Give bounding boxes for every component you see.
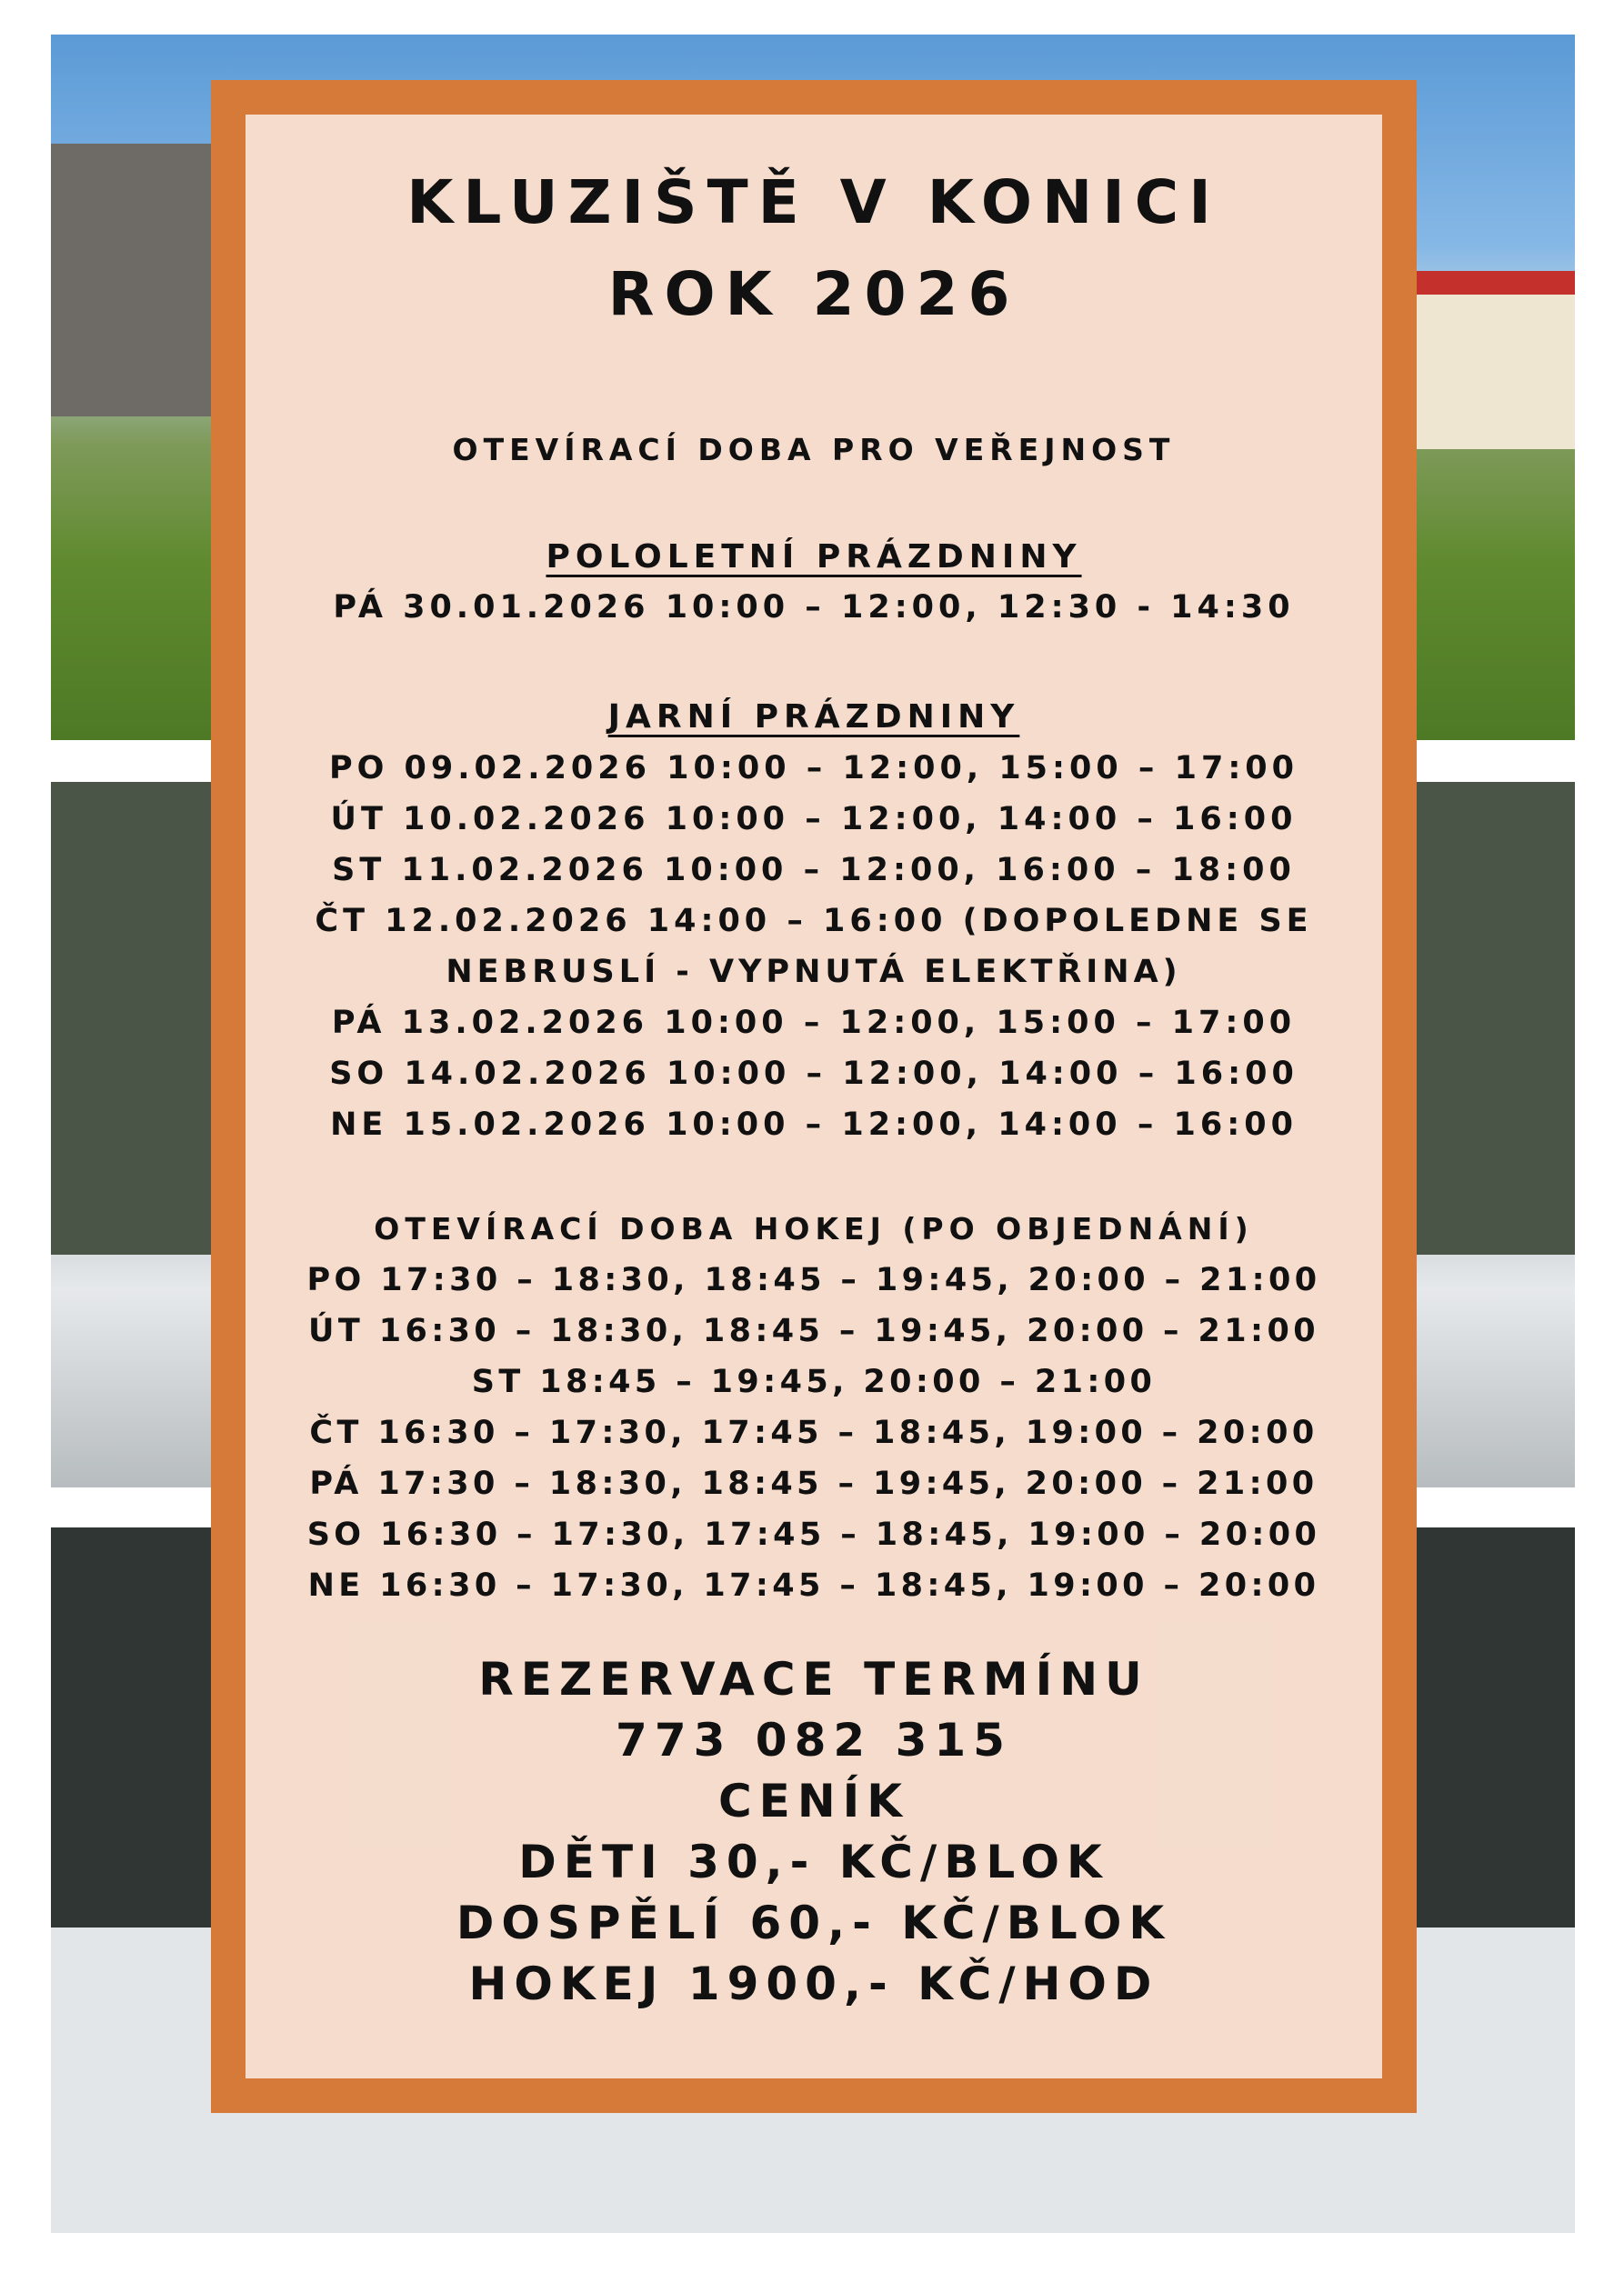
price-hockey: HOKEJ 1900,- KČ/HOD xyxy=(468,1958,1159,2010)
schedule-row: ST 11.02.2026 10:00 – 12:00, 16:00 – 18:00 xyxy=(332,852,1296,888)
price-adults: DOSPĚLÍ 60,- KČ/BLOK xyxy=(456,1897,1172,1949)
price-children: DĚTI 30,- KČ/BLOK xyxy=(518,1836,1109,1888)
page-subtitle-year: ROK 2026 xyxy=(607,259,1020,329)
schedule-row: PO 09.02.2026 10:00 – 12:00, 15:00 – 17:00 xyxy=(328,750,1299,786)
hockey-row: ČT 16:30 – 17:30, 17:45 – 18:45, 19:00 – 20:00 xyxy=(309,1415,1318,1451)
schedule-row: ČT 12.02.2026 14:00 – 16:00 (DOPOLEDNE SE xyxy=(315,903,1313,939)
reservation-phone: 773 082 315 xyxy=(616,1714,1012,1767)
schedule-row: NE 15.02.2026 10:00 – 12:00, 14:00 – 16:00 xyxy=(330,1106,1298,1143)
pricelist-heading: CENÍK xyxy=(717,1775,910,1827)
pololetni-heading: POLOLETNÍ PRÁZDNINY xyxy=(546,538,1082,576)
jarni-heading: JARNÍ PRÁZDNINY xyxy=(607,698,1020,736)
hockey-row: NE 16:30 – 17:30, 17:45 – 18:45, 19:00 – 20:00 xyxy=(307,1567,1320,1604)
hockey-row: PO 17:30 – 18:30, 18:45 – 19:45, 20:00 – 21:00 xyxy=(306,1262,1321,1298)
schedule-row: ÚT 10.02.2026 10:00 – 12:00, 14:00 – 16:00 xyxy=(330,801,1298,837)
schedule-row: PÁ 30.01.2026 10:00 – 12:00, 12:30 - 14:30 xyxy=(333,589,1295,626)
schedule-row: SO 14.02.2026 10:00 – 12:00, 14:00 – 16:00 xyxy=(329,1056,1298,1092)
hockey-hours-heading: OTEVÍRACÍ DOBA HOKEJ (PO OBJEDNÁNÍ) xyxy=(374,1211,1254,1247)
schedule-row: PÁ 13.02.2026 10:00 – 12:00, 15:00 – 17:00 xyxy=(331,1005,1297,1041)
reservation-label: REZERVACE TERMÍNU xyxy=(478,1653,1149,1706)
page-title: KLUZIŠTĚ V KONICI xyxy=(406,167,1221,237)
hockey-row: ÚT 16:30 – 18:30, 18:45 – 19:45, 20:00 – 21:00 xyxy=(308,1313,1319,1349)
public-hours-heading: OTEVÍRACÍ DOBA PRO VEŘEJNOST xyxy=(452,432,1176,467)
schedule-row-note: NEBRUSLÍ - VYPNUTÁ ELEKTŘINA) xyxy=(446,954,1182,990)
hockey-row: ST 18:45 – 19:45, 20:00 – 21:00 xyxy=(471,1364,1157,1400)
hockey-row: SO 16:30 – 17:30, 17:45 – 18:45, 19:00 – 20:00 xyxy=(306,1517,1321,1553)
hockey-row: PÁ 17:30 – 18:30, 18:45 – 19:45, 20:00 – 21:00 xyxy=(309,1466,1318,1502)
